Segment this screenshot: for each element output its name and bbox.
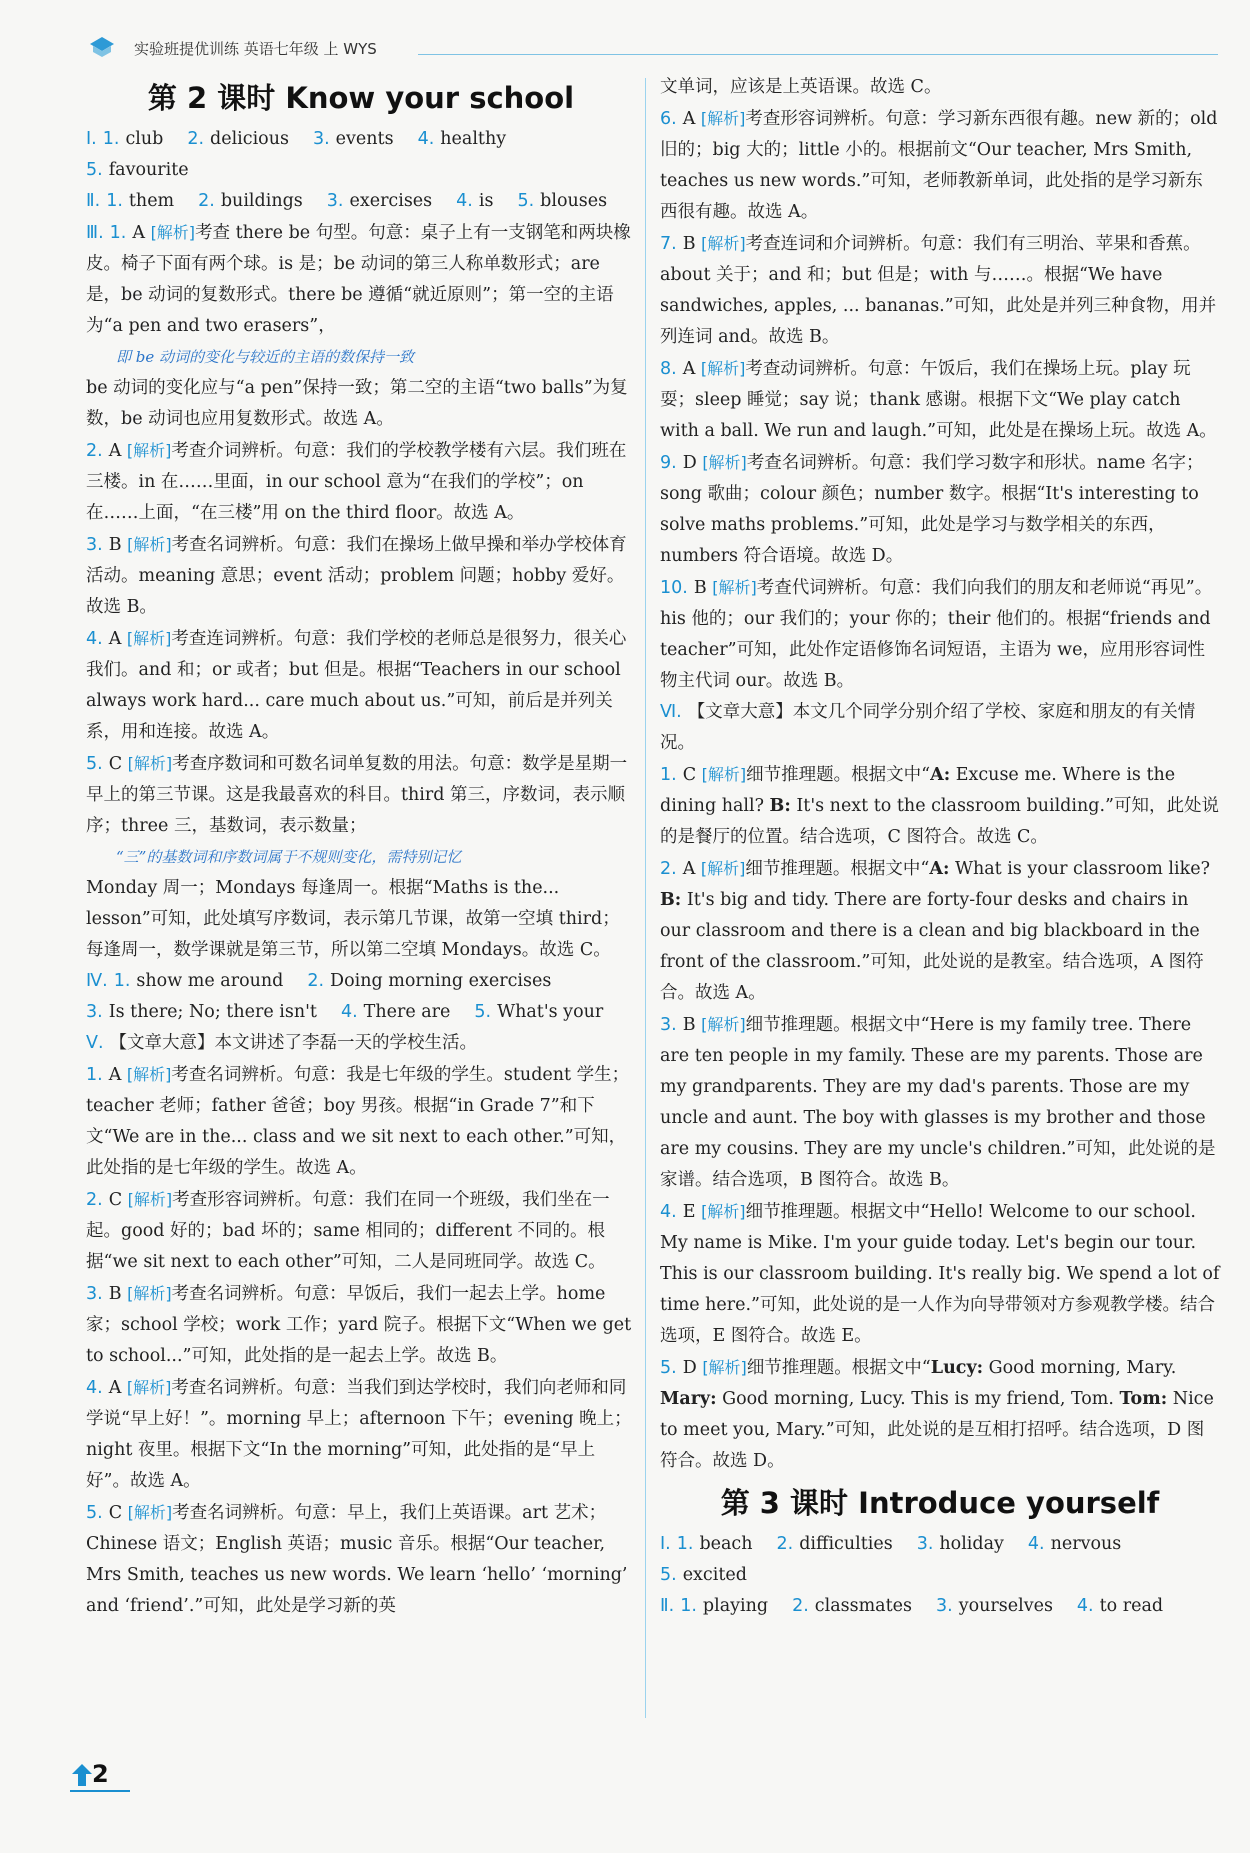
question-iii-4: 4. A [解析]考查连词辨析。句意：我们学校的老师总是很努力，很关心我们。and 和；or 或者；but 但是。根据“Teachers in our school always work hard... care much about us.”可知，前后是并列关系，用和连接。故选 A。	[86, 629, 627, 742]
answer-item: 5. blouses	[517, 191, 608, 211]
analysis-tag: [解析]	[127, 535, 172, 554]
up-arrow-icon	[72, 1764, 92, 1786]
analysis-tag: [解析]	[127, 1190, 173, 1209]
analysis-tag: [解析]	[701, 1202, 746, 1221]
answer-item: 4. healthy	[417, 129, 507, 149]
header-rule	[418, 54, 1218, 55]
page-header	[88, 30, 1218, 64]
analysis-tag: [解析]	[126, 1378, 172, 1397]
answer-item: 1. playing	[680, 1596, 769, 1616]
lesson-2-title: 第 2 课时 Know your school	[147, 81, 575, 115]
analysis-tag: [解析]	[127, 754, 173, 773]
analysis-tag: [解析]	[127, 1284, 172, 1303]
analysis-tag: [解析]	[700, 359, 746, 378]
analysis-tag: [解析]	[150, 223, 196, 242]
question-vi-3: 3. B [解析]细节推理题。根据文中“Here is my family tree. There are ten people in my family. These are my parents. Those are my grandparents. They are my dad's parents. Those are my uncle and aunt. The boy with glasses is my brother and those are my cousins. They are my uncle's children.”可知，此处说的是家谱。结合选项，B 图符合。故选 B。	[660, 1015, 1216, 1190]
answer-item: 5. What's your	[474, 1002, 604, 1022]
answer-item: 4. to read	[1076, 1596, 1164, 1616]
page-number	[70, 1760, 130, 1800]
page-number-rule	[70, 1790, 130, 1792]
analysis-tag: [解析]	[701, 765, 747, 784]
question-iii-1: Ⅲ. 1. A [解析]考查 there be 句型。句意：桌子上有一支钢笔和两块橡皮。椅子下面有两个球。is 是；be 动词的第三人称单数形式；are 是，be 动词的复数形式。there be 遵循“就近原则”；第一空的主语为“a pen and two erasers”，	[86, 223, 631, 336]
question-v-3: 3. B [解析]考查名词辨析。句意：早饭后，我们一起去上学。home 家；school 学校；work 工作；yard 院子。根据下文“When we get to school...”可知，此处指的是一起去上学。故选 B。	[86, 1284, 632, 1366]
analysis-tag: [解析]	[700, 109, 746, 128]
answer-item: 5. favourite	[86, 160, 189, 180]
book-logo-icon	[88, 32, 116, 60]
answer-item: 1. beach	[676, 1534, 753, 1554]
question-v-10: 10. B [解析]考查代词辨析。句意：我们向我们的朋友和老师说“再见”。his 他的；our 我们的；your 你的；their 他们的。根据“friends and teacher”可知，此处作定语修饰名词短语，主语为 we，应用形容词性物主代词 our。故选 B。	[660, 578, 1213, 691]
left-column	[86, 72, 636, 1622]
section-ii-lesson3	[660, 1591, 1220, 1622]
section-label: Ⅳ.	[86, 971, 108, 991]
answer-item: 2. delicious	[187, 129, 289, 149]
question-v-8: 8. A [解析]考查动词辨析。句意：午饭后，我们在操场上玩。play 玩耍；sleep 睡觉；say 说；thank 感谢。根据下文“We play catch with a ball. We run and laugh.”可知，此处是在操场上玩。故选 A。	[660, 359, 1217, 441]
section-label: Ⅱ.	[660, 1596, 675, 1616]
question-v-2: 2. C [解析]考查形容词辨析。句意：我们在同一个班级，我们坐在一起。good 好的；bad 坏的；same 相同的；different 不同的。根据“we sit next to each other”可知，二人是同班同学。故选 C。	[86, 1190, 610, 1272]
handwritten-note: 即 be 动词的变化与较近的主语的数保持一致	[116, 348, 415, 366]
question-iii-1-cont: be 动词的变化应与“a pen”保持一致；第二空的主语“two balls”为复数，be 动词也应用复数形式。故选 A。	[86, 378, 628, 429]
analysis-tag: [解析]	[702, 1358, 747, 1377]
question-vi-4: 4. E [解析]细节推理题。根据文中“Hello! Welcome to our school. My name is Mike. I'm your guide today. Let's begin our tour. This is our classroom building. It's really big. We spend a lot of time here.”可知，此处说的是一人作为向导带领对方参观教学楼。结合选项，E 图符合。故选 E。	[660, 1202, 1220, 1346]
column-divider	[645, 78, 646, 1718]
analysis-tag: [解析]	[701, 234, 746, 253]
lesson-3-title: 第 3 课时 Introduce yourself	[720, 1486, 1160, 1520]
section-vi-intro: Ⅵ. 【文章大意】本文几个同学分别介绍了学校、家庭和朋友的有关情况。	[660, 702, 1196, 753]
answer-item: 4. nervous	[1027, 1534, 1122, 1554]
analysis-tag: [解析]	[127, 1503, 173, 1522]
analysis-tag: [解析]	[701, 1015, 746, 1034]
answer-item: 3. holiday	[916, 1534, 1004, 1554]
page-number-text: 2	[92, 1760, 109, 1788]
answer-item: 3. Is there; No; there isn't	[86, 1002, 317, 1022]
section-i-lesson3	[660, 1529, 1220, 1591]
question-iii-3: 3. B [解析]考查名词辨析。句意：我们在操场上做早操和举办学校体育活动。meaning 意思；event 活动；problem 问题；hobby 爱好。故选 B。	[86, 535, 627, 617]
answer-item: 5. excited	[660, 1565, 747, 1585]
analysis-tag: [解析]	[700, 859, 746, 878]
handwritten-note: “三”的基数词和序数词属于不规则变化，需特别记忆	[116, 848, 462, 866]
question-v-9: 9. D [解析]考查名词辨析。句意：我们学习数字和形状。name 名字；song 歌曲；colour 颜色；number 数字。根据“It's interesting to solve maths problems.”可知，此处是学习与数学相关的东西，numbers 符合语境。故选 D。	[660, 453, 1204, 566]
answer-item: 1. show me around	[113, 971, 284, 991]
answer-item: 2. difficulties	[776, 1534, 893, 1554]
analysis-tag: [解析]	[702, 453, 747, 472]
book-title: 实验班提优训练 英语七年级 上 WYS	[134, 40, 377, 58]
answer-item: 2. buildings	[198, 191, 303, 211]
question-iii-5: 5. C [解析]考查序数词和可数名词单复数的用法。句意：数学是星期一早上的第三节课。这是我最喜欢的科目。third 第三，序数词，表示顺序；three 三，基数词，表示数量；	[86, 754, 628, 836]
analysis-tag: [解析]	[126, 629, 172, 648]
question-v-5-cont: 文单词，应该是上英语课。故选 C。	[660, 77, 942, 97]
section-iv	[86, 966, 636, 1028]
section-ii	[86, 186, 636, 217]
question-v-1: 1. A [解析]考查名词辨析。句意：我是七年级的学生。student 学生；teacher 老师；father 爸爸；boy 男孩。根据“in Grade 7”和下文“We are in the... class and we sit next to each other.”可知，此处指的是七年级的学生。故选 A。	[86, 1065, 630, 1178]
question-vi-2: 2. A [解析]细节推理题。根据文中“A: What is your classroom like? B: It's big and tidy. There are forty-four desks and chairs in our classroom and there is a clean and big blackboard in the front of the classroom.”可知，此处说的是教室。结合选项，A 图符合。故选 A。	[660, 859, 1210, 1003]
section-v-intro: Ⅴ. 【文章大意】本文讲述了李磊一天的学校生活。	[86, 1033, 478, 1053]
question-v-5: 5. C [解析]考查名词辨析。句意：早上，我们上英语课。art 艺术；Chinese 语文；English 英语；music 音乐。根据“Our teacher, Mrs Smith, teaches us new words. We learn ‘hello’ ‘morning’ and ‘friend’.”可知，此处是学习新的英	[86, 1503, 628, 1616]
answer-item: 2. classmates	[792, 1596, 912, 1616]
answer-item: 3. yourselves	[936, 1596, 1053, 1616]
analysis-tag: [解析]	[126, 441, 172, 460]
section-i	[86, 124, 636, 186]
right-column	[660, 72, 1220, 1622]
section-label: Ⅰ.	[660, 1534, 671, 1554]
question-vi-1: 1. C [解析]细节推理题。根据文中“A: Excuse me. Where is the dining hall? B: It's next to the classroom building.”可知，此处说的是餐厅的位置。结合选项，C 图符合。故选 C。	[660, 765, 1219, 847]
section-label: Ⅱ.	[86, 191, 101, 211]
question-v-7: 7. B [解析]考查连词和介词辨析。句意：我们有三明治、苹果和香蕉。about 关于；and 和；but 但是；with 与……。根据“We have sandwiches, apples, ... bananas.”可知，此处是并列三种食物，用并列连词 and。故选 B。	[660, 234, 1217, 347]
answer-item: 1. club	[102, 129, 164, 149]
analysis-tag: [解析]	[712, 578, 757, 597]
answer-item: 4. There are	[340, 1002, 451, 1022]
question-iii-5-cont: Monday 周一；Mondays 每逢周一。根据“Maths is the... lesson”可知，此处填写序数词，表示第几节课，故第一空填 third；每逢周一，数学课就是第三节，所以第二空填 Mondays。故选 C。	[86, 878, 620, 960]
question-iii-2: 2. A [解析]考查介词辨析。句意：我们的学校教学楼有六层。我们班在三楼。in 在……里面，in our school 意为“在我们的学校”；on 在……上面，“在三楼”用 on the third floor。故选 A。	[86, 441, 627, 523]
analysis-tag: [解析]	[126, 1065, 172, 1084]
question-vi-5: 5. D [解析]细节推理题。根据文中“Lucy: Good morning, Mary. Mary: Good morning, Lucy. This is my friend, Tom. Tom: Nice to meet you, Mary.”可知，此处说的是互相打招呼。结合选项，D 图符合。故选 D。	[660, 1358, 1214, 1471]
answer-item: 1. them	[106, 191, 175, 211]
answer-item: 3. exercises	[326, 191, 433, 211]
section-label: Ⅰ.	[86, 129, 97, 149]
question-v-4: 4. A [解析]考查名词辨析。句意：当我们到达学校时，我们向老师和同学说“早上好！”。morning 早上；afternoon 下午；evening 晚上；night 夜里。根据下文“In the morning”可知，此处指的是“早上好”。故选 A。	[86, 1378, 632, 1491]
answer-item: 2. Doing morning exercises	[307, 971, 552, 991]
answer-item: 4. is	[456, 191, 494, 211]
answer-item: 3. events	[312, 129, 394, 149]
question-v-6: 6. A [解析]考查形容词辨析。句意：学习新东西很有趣。new 新的；old 旧的；big 大的；little 小的。根据前文“Our teacher, Mrs Smith, teaches us new words.”可知，老师教新单词，此处指的是学习新东西很有趣。故选 A。	[660, 109, 1218, 222]
